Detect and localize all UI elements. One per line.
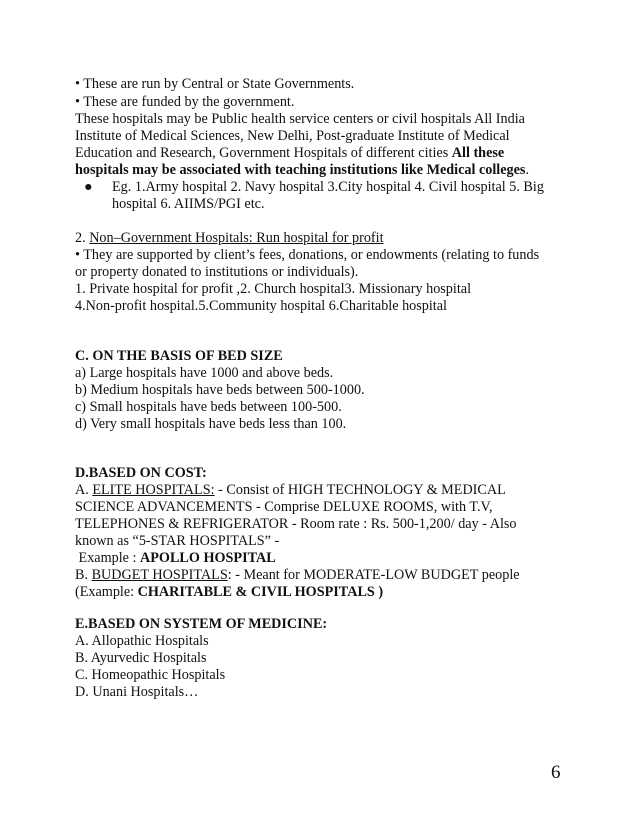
bedsize-item-c: c) Small hospitals have beds between 100-500. [75, 399, 342, 415]
govt-paragraph-emphasis-cont: hospitals may be associated with teaching institutions like Medical colleges [75, 162, 526, 178]
govt-paragraph-line-4 [75, 162, 529, 179]
medicine-item: C. Homeopathic Hospitals [75, 667, 226, 683]
nongovt-heading-text: Non–Government Hospitals: Run hospital for profit [89, 230, 384, 246]
govt-paragraph-line-2: Institute of Medical Sciences, New Delhi, Post-graduate Institute of Medical [75, 128, 510, 144]
govt-example-bullet: ● [84, 179, 93, 195]
govt-bullet-funded: • These are funded by the government. [75, 94, 295, 110]
govt-example-line-1: Eg. 1.Army hospital 2. Navy hospital 3.City hospital 4. Civil hospital 5. Big [112, 179, 544, 195]
cost-a-line-4: known as “5-STAR HOSPITALS” - [75, 533, 280, 549]
cost-a-example-prefix: Example : [75, 550, 141, 566]
cost-b-example [75, 584, 383, 601]
cost-b-example-value: CHARITABLE & CIVIL HOSPITALS ) [137, 584, 384, 600]
cost-a-text: - Consist of HIGH TECHNOLOGY & MEDICAL [214, 482, 506, 498]
medicine-item: B. Ayurvedic Hospitals [75, 650, 207, 666]
cost-b-example-prefix: (Example: [75, 584, 138, 600]
govt-paragraph-line-3 [75, 145, 504, 162]
medicine-item: A. Allopathic Hospitals [75, 633, 209, 649]
cost-a-prefix: A. [75, 482, 93, 498]
cost-a-label: ELITE HOSPITALS: [92, 482, 215, 498]
cost-a-line-3: TELEPHONES & REFRIGERATOR - Room rate : Rs. 500-1,200/ day - Also [75, 516, 517, 532]
nongovt-line-2: or property donated to institutions or individuals). [75, 264, 359, 280]
cost-b-label: BUDGET HOSPITALS [91, 567, 228, 583]
cost-b-line-1 [75, 567, 520, 584]
cost-a-example [75, 550, 276, 567]
govt-example-line-2: hospital 6. AIIMS/PGI etc. [112, 196, 265, 212]
cost-heading: D.BASED ON COST: [75, 465, 207, 481]
nongovt-line-3: 1. Private hospital for profit ,2. Church hospital3. Missionary hospital [75, 281, 472, 297]
bedsize-item-b: b) Medium hospitals have beds between 500-1000. [75, 382, 365, 398]
cost-a-line-1 [75, 482, 506, 499]
nongovt-number: 2. [75, 230, 90, 246]
bedsize-item-a: a) Large hospitals have 1000 and above beds. [75, 365, 334, 381]
nongovt-line-1: • They are supported by client’s fees, donations, or endowments (relating to funds [75, 247, 540, 263]
nongovt-heading [75, 230, 384, 247]
cost-b-text: : - Meant for MODERATE-LOW BUDGET people [227, 567, 520, 583]
cost-a-example-value: APOLLO HOSPITAL [140, 550, 276, 566]
govt-paragraph-period: . [525, 162, 529, 178]
nongovt-line-4: 4.Non-profit hospital.5.Community hospital 6.Charitable hospital [75, 298, 447, 314]
bedsize-heading: C. ON THE BASIS OF BED SIZE [75, 348, 283, 364]
govt-paragraph-text: Education and Research, Government Hospitals of different cities [75, 145, 452, 161]
govt-bullet-run: • These are run by Central or State Governments. [75, 76, 355, 92]
medicine-item: D. Unani Hospitals… [75, 684, 199, 700]
cost-a-line-2: SCIENCE ADVANCEMENTS - Comprise DELUXE ROOMS, with T.V, [75, 499, 493, 515]
medicine-heading: E.BASED ON SYSTEM OF MEDICINE: [75, 616, 328, 632]
cost-b-prefix: B. [75, 567, 92, 583]
page-number: 6 [551, 762, 561, 783]
govt-paragraph-emphasis: All these [451, 145, 505, 161]
govt-paragraph-line-1: These hospitals may be Public health service centers or civil hospitals All India [75, 111, 525, 127]
bedsize-item-d: d) Very small hospitals have beds less than 100. [75, 416, 347, 432]
